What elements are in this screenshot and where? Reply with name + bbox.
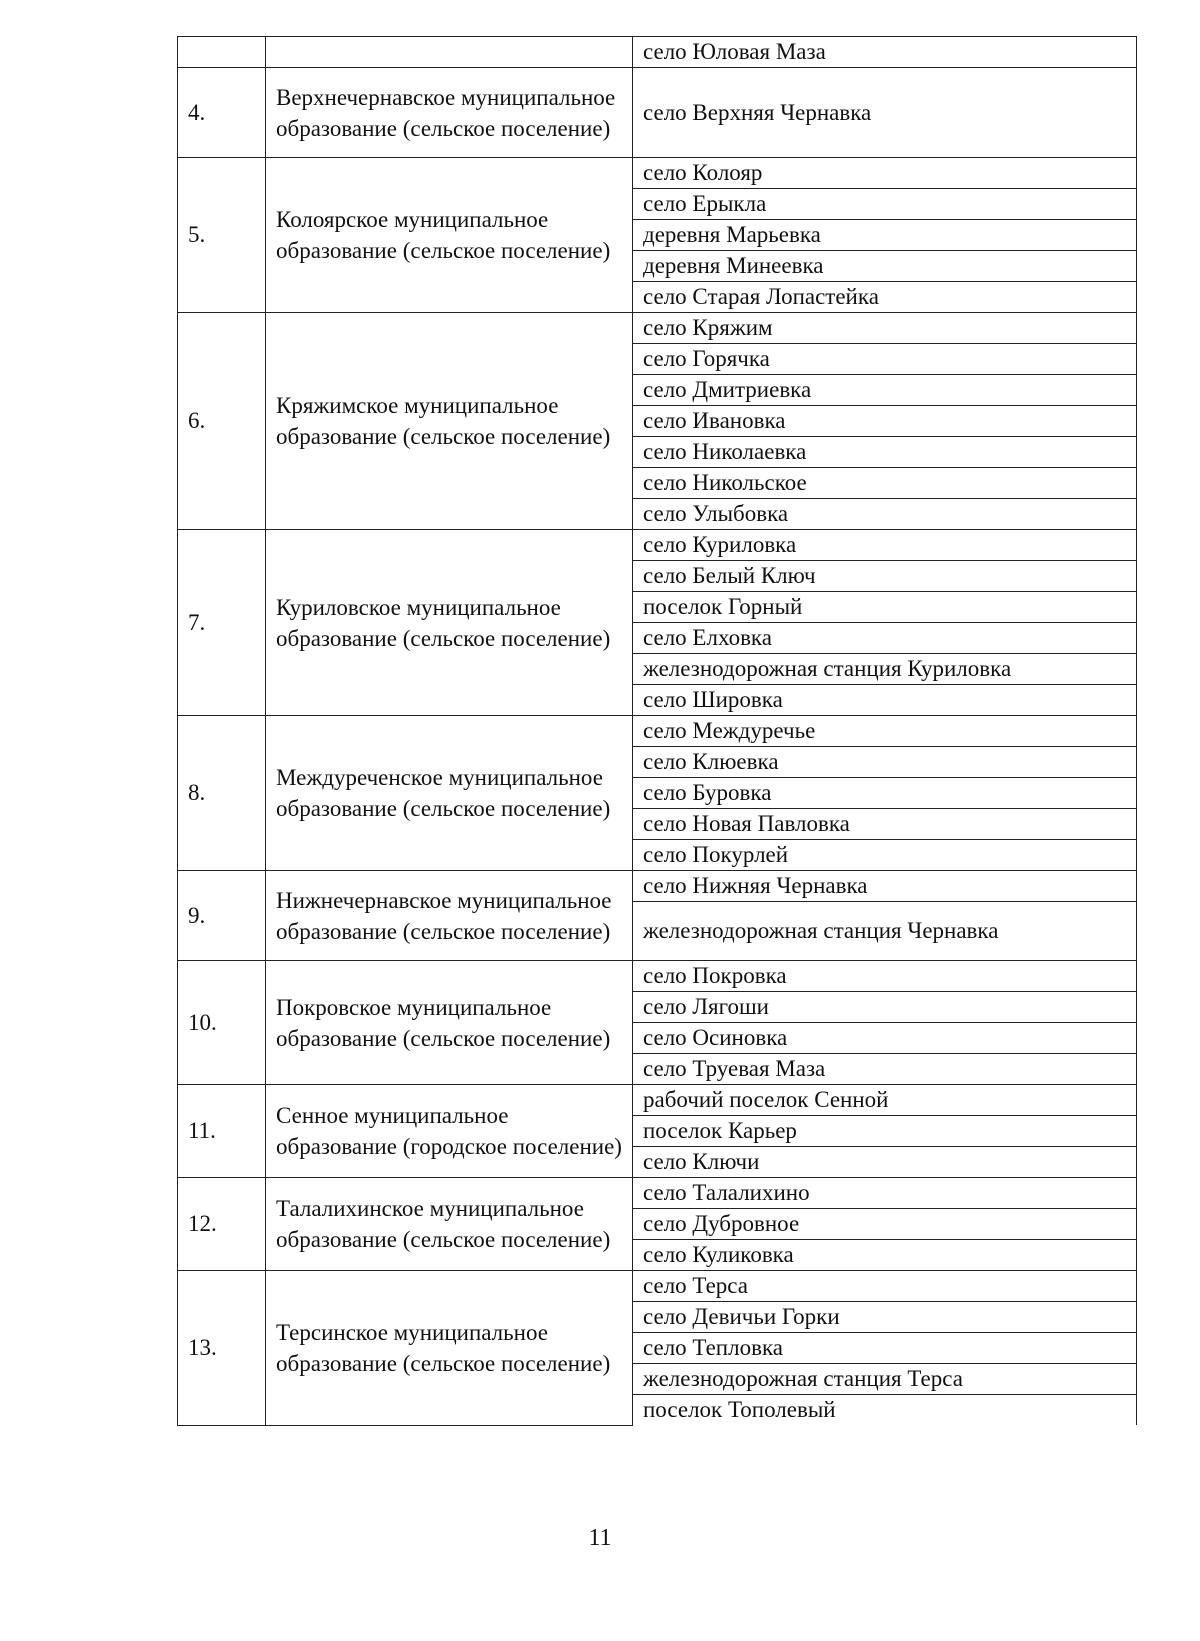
settlement-name: поселок Горный xyxy=(633,592,1137,623)
municipality-name xyxy=(266,37,633,68)
settlement-name: железнодорожная станция Куриловка xyxy=(633,654,1137,685)
settlement-name: село Белый Ключ xyxy=(633,561,1137,592)
settlements-table xyxy=(177,36,1137,1426)
settlement-name: село Колояр xyxy=(633,158,1137,189)
settlement-name: деревня Минеевка xyxy=(633,251,1137,282)
table-row xyxy=(178,1271,1137,1302)
settlement-name: деревня Марьевка xyxy=(633,220,1137,251)
row-number: 12. xyxy=(178,1178,266,1271)
table-row xyxy=(178,871,1137,902)
settlement-name: село Куликовка xyxy=(633,1240,1137,1271)
table-row xyxy=(178,313,1137,344)
settlement-name: село Терса xyxy=(633,1271,1137,1302)
municipality-name: Куриловское муниципальное образование (сельское поселение) xyxy=(266,530,633,716)
page-number: 11 xyxy=(588,1525,612,1551)
settlement-name: село Куриловка xyxy=(633,530,1137,561)
settlement-name: село Покровка xyxy=(633,961,1137,992)
settlement-name: село Елховка xyxy=(633,623,1137,654)
municipality-name: Верхнечернавское муниципальное образование (сельское поселение) xyxy=(266,68,633,158)
row-number: 6. xyxy=(178,313,266,530)
row-number: 10. xyxy=(178,961,266,1085)
municipality-name: Кряжимское муниципальное образование (сельское поселение) xyxy=(266,313,633,530)
settlement-name: село Новая Павловка xyxy=(633,809,1137,840)
settlement-name: рабочий поселок Сенной xyxy=(633,1085,1137,1116)
settlement-name: село Клюевка xyxy=(633,747,1137,778)
row-number: 5. xyxy=(178,158,266,313)
settlement-name: село Талалихино xyxy=(633,1178,1137,1209)
row-number: 11. xyxy=(178,1085,266,1178)
table-row xyxy=(178,37,1137,68)
settlement-name: село Шировка xyxy=(633,685,1137,716)
settlement-name: село Ключи xyxy=(633,1147,1137,1178)
table-row xyxy=(178,158,1137,189)
settlement-name: село Осиновка xyxy=(633,1023,1137,1054)
settlement-name: село Старая Лопастейка xyxy=(633,282,1137,313)
settlement-name: село Дмитриевка xyxy=(633,375,1137,406)
settlement-name: село Лягоши xyxy=(633,992,1137,1023)
municipality-name: Междуреченское муниципальное образование (сельское поселение) xyxy=(266,716,633,871)
settlement-name: железнодорожная станция Чернавка xyxy=(633,902,1137,961)
municipality-name: Нижнечернавское муниципальное образование (сельское поселение) xyxy=(266,871,633,961)
settlement-name: село Улыбовка xyxy=(633,499,1137,530)
row-number: 7. xyxy=(178,530,266,716)
settlement-name: село Никольское xyxy=(633,468,1137,499)
row-number xyxy=(178,37,266,68)
settlement-name: село Верхняя Чернавка xyxy=(633,68,1137,158)
settlement-name: село Ерыкла xyxy=(633,189,1137,220)
settlement-name: железнодорожная станция Терса xyxy=(633,1364,1137,1395)
settlement-name: село Николаевка xyxy=(633,437,1137,468)
settlement-name: село Ивановка xyxy=(633,406,1137,437)
settlement-name: село Горячка xyxy=(633,344,1137,375)
row-number: 4. xyxy=(178,68,266,158)
settlement-name: село Труевая Маза xyxy=(633,1054,1137,1085)
settlement-name: село Юловая Маза xyxy=(633,37,1137,68)
table-row xyxy=(178,716,1137,747)
table-row xyxy=(178,68,1137,158)
settlement-name: село Буровка xyxy=(633,778,1137,809)
table-row xyxy=(178,530,1137,561)
row-number: 8. xyxy=(178,716,266,871)
row-number: 9. xyxy=(178,871,266,961)
row-number: 13. xyxy=(178,1271,266,1426)
settlement-name: село Девичьи Горки xyxy=(633,1302,1137,1333)
municipality-name: Талалихинское муниципальное образование (сельское поселение) xyxy=(266,1178,633,1271)
municipality-name: Колоярское муниципальное образование (сельское поселение) xyxy=(266,158,633,313)
settlement-name: поселок Тополевый xyxy=(633,1395,1137,1426)
table-row xyxy=(178,1085,1137,1116)
settlement-name: село Кряжим xyxy=(633,313,1137,344)
settlement-name: село Нижняя Чернавка xyxy=(633,871,1137,902)
municipality-name: Терсинское муниципальное образование (сельское поселение) xyxy=(266,1271,633,1426)
municipality-name: Покровское муниципальное образование (сельское поселение) xyxy=(266,961,633,1085)
table-body xyxy=(178,37,1137,1426)
municipality-name: Сенное муниципальное образование (городское поселение) xyxy=(266,1085,633,1178)
settlement-name: село Покурлей xyxy=(633,840,1137,871)
table-row xyxy=(178,961,1137,992)
settlement-name: село Дубровное xyxy=(633,1209,1137,1240)
table-row xyxy=(178,1178,1137,1209)
settlement-name: поселок Карьер xyxy=(633,1116,1137,1147)
settlement-name: село Тепловка xyxy=(633,1333,1137,1364)
settlement-name: село Междуречье xyxy=(633,716,1137,747)
